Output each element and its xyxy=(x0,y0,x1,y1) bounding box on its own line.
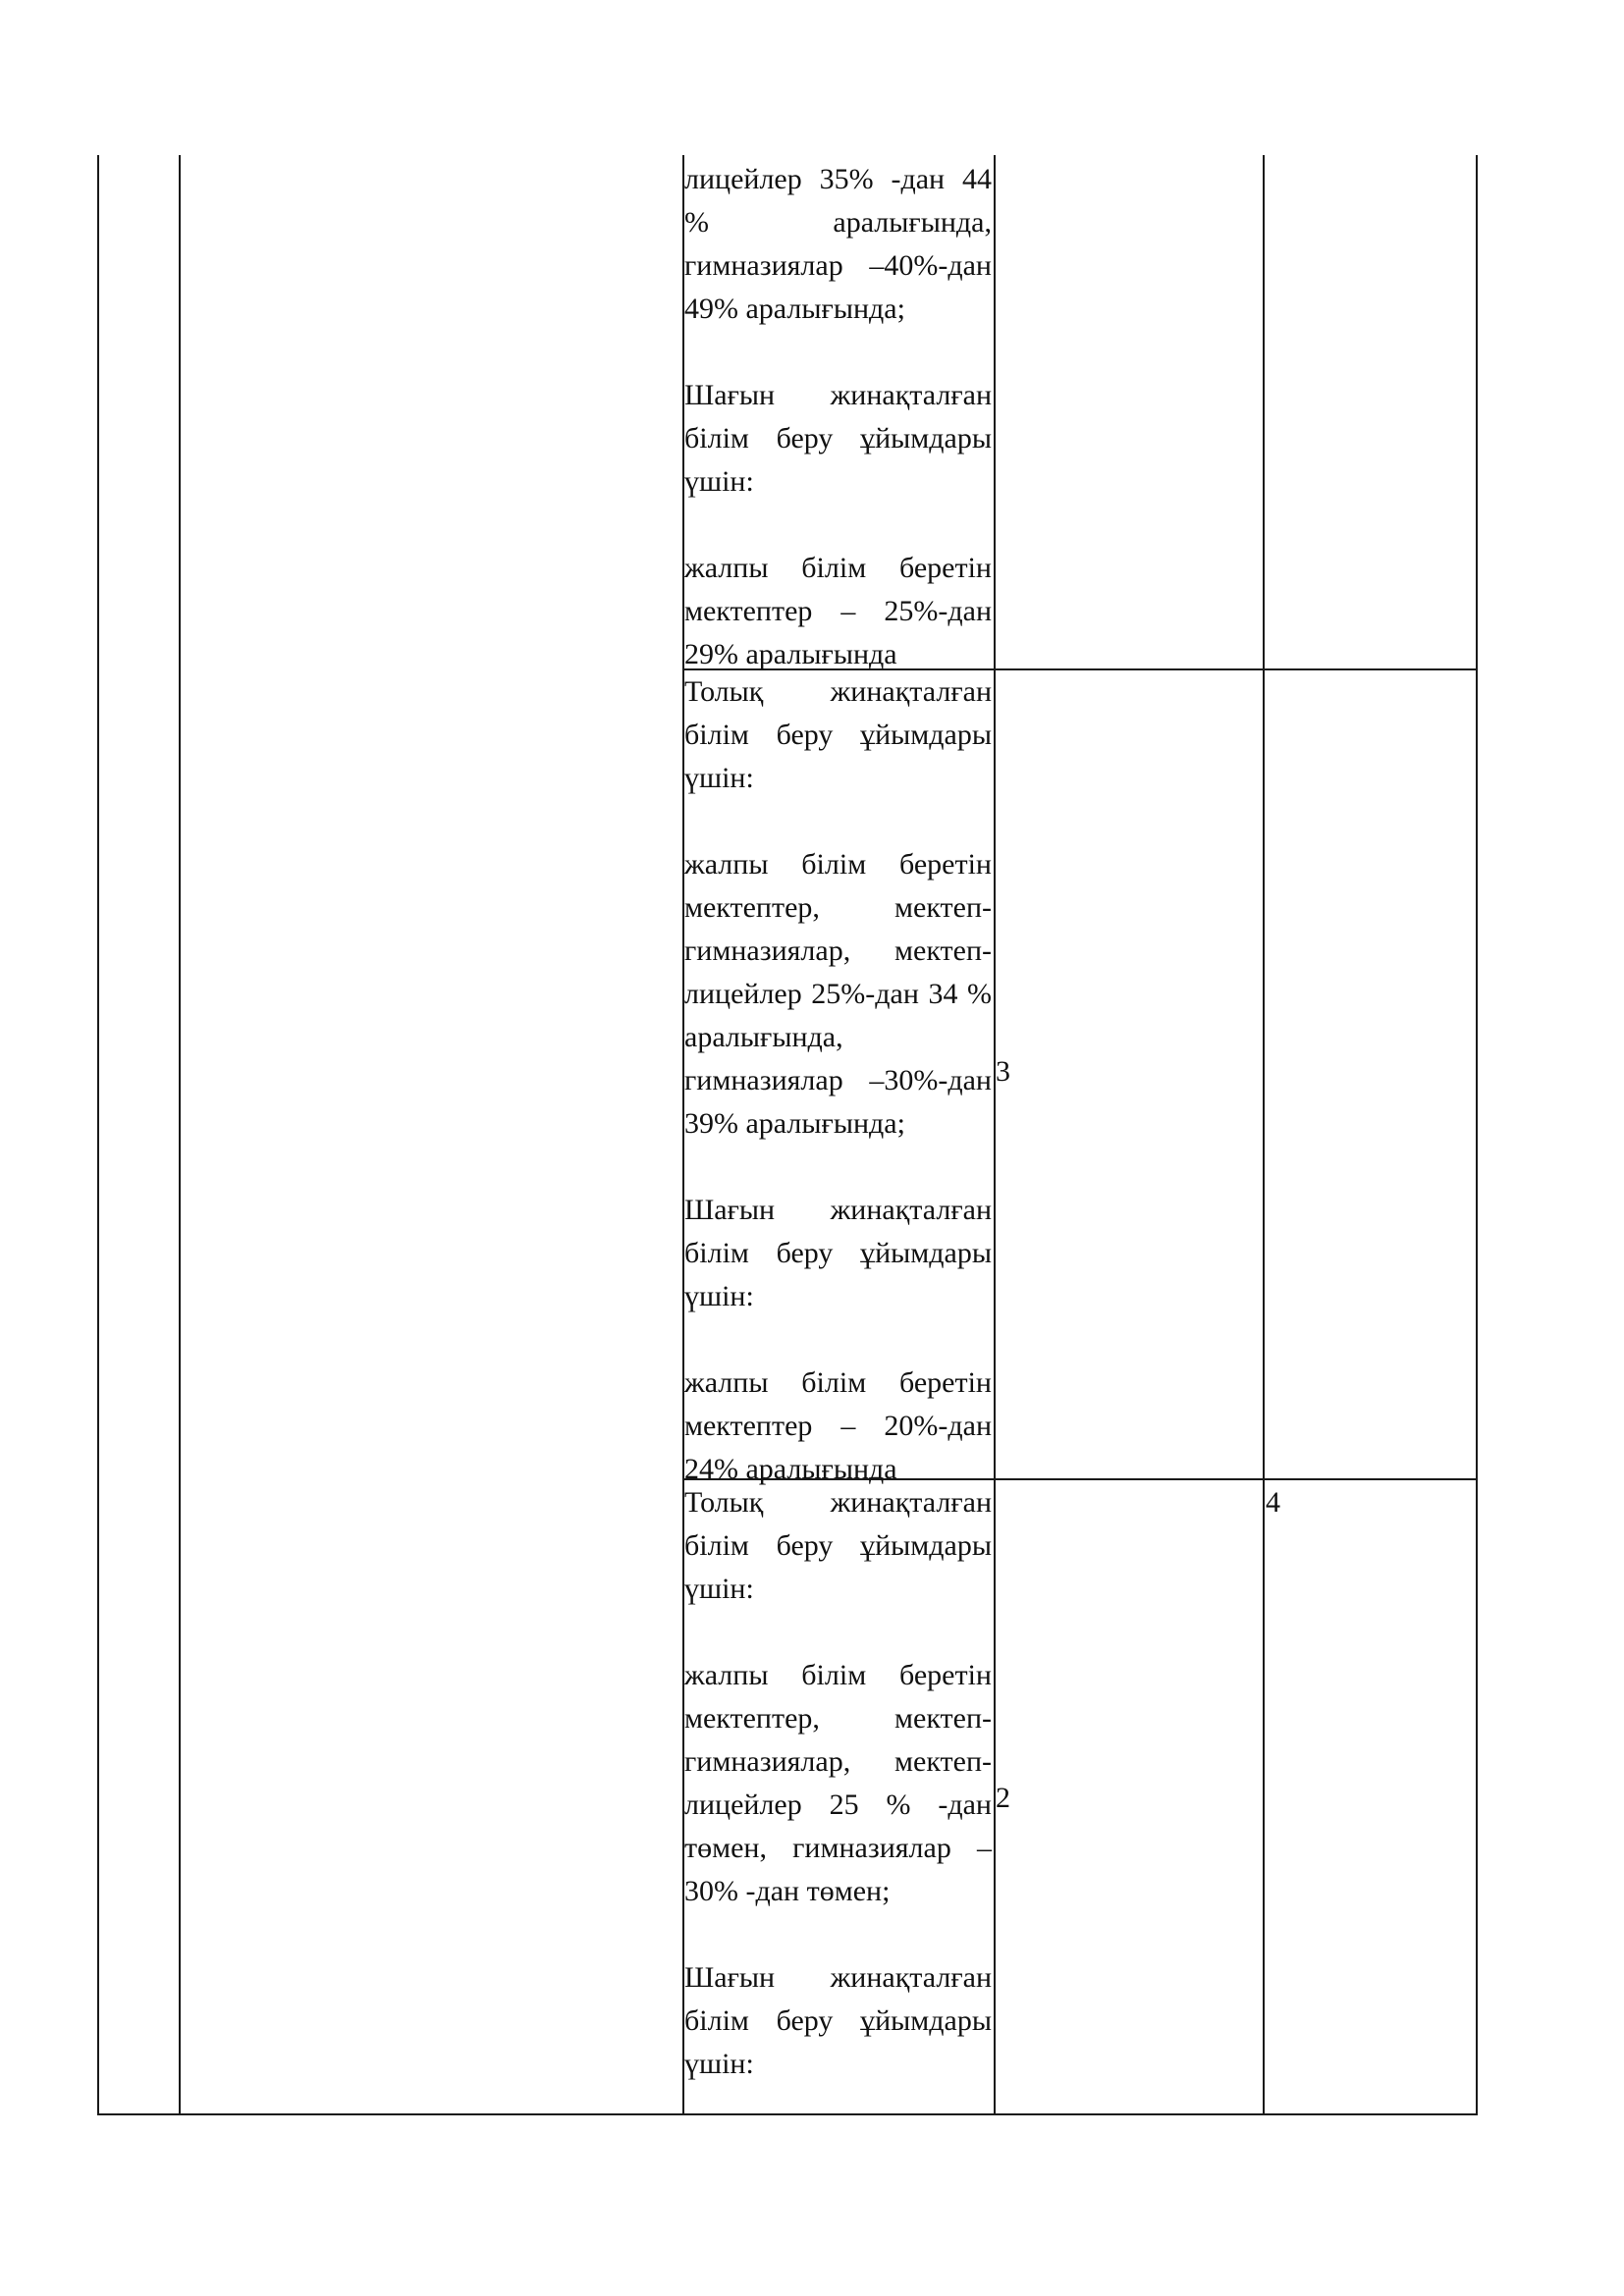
row-3-paragraph-3: Шағын жинақталған білім беру ұйымдары үшін: xyxy=(684,1961,992,2080)
row-2-score: 3 xyxy=(996,1055,1010,1088)
row-3-paragraph-2: жалпы білім беретін мектептер, мектеп-гимназиялар, мектеп-лицейлер 25 % -дан төмен, гимназиялар – 30% -дан төмен; xyxy=(684,1659,992,1907)
row-2-paragraph-3: Шағын жинақталған білім беру ұйымдары үшін: xyxy=(684,1194,992,1312)
row-2-criterion-cell xyxy=(684,670,992,1491)
table-border-right xyxy=(1476,155,1478,2114)
row-1-paragraph-1: лицейлер 35% -дан 44 % аралығында, гимназиялар –40%-дан 49% аралығында; xyxy=(684,163,992,325)
table-border-bottom xyxy=(97,2113,1478,2115)
row-1-paragraph-3: жалпы білім беретін мектептер – 25%-дан 29% аралығында xyxy=(684,552,992,670)
row-3-criterion-cell xyxy=(684,1481,992,2086)
row-3-paragraph-1: Толық жинақталған білім беру ұйымдары үшін: xyxy=(684,1486,992,1605)
row-2-paragraph-2: жалпы білім беретін мектептер, мектеп-гимназиялар, мектеп-лицейлер 25%-дан 34 % аралығында, гимназиялар –30%-дан 39% аралығында; xyxy=(684,848,992,1140)
row-2-paragraph-4: жалпы білім беретін мектептер – 20%-дан 24% аралығында xyxy=(684,1366,992,1485)
row-2-paragraph-1: Толық жинақталған білім беру ұйымдары үшін: xyxy=(684,675,992,794)
table-border-col3 xyxy=(994,155,996,2114)
table-border-left xyxy=(97,155,99,2114)
row-3-score: 2 xyxy=(996,1782,1010,1814)
table-border-col4 xyxy=(1263,155,1265,2114)
row-1-paragraph-2: Шағын жинақталған білім беру ұйымдары үшін: xyxy=(684,379,992,498)
row-3-extra-score: 4 xyxy=(1266,1486,1280,1519)
row-1-criterion-cell xyxy=(684,158,992,676)
table-border-col1 xyxy=(179,155,181,2114)
